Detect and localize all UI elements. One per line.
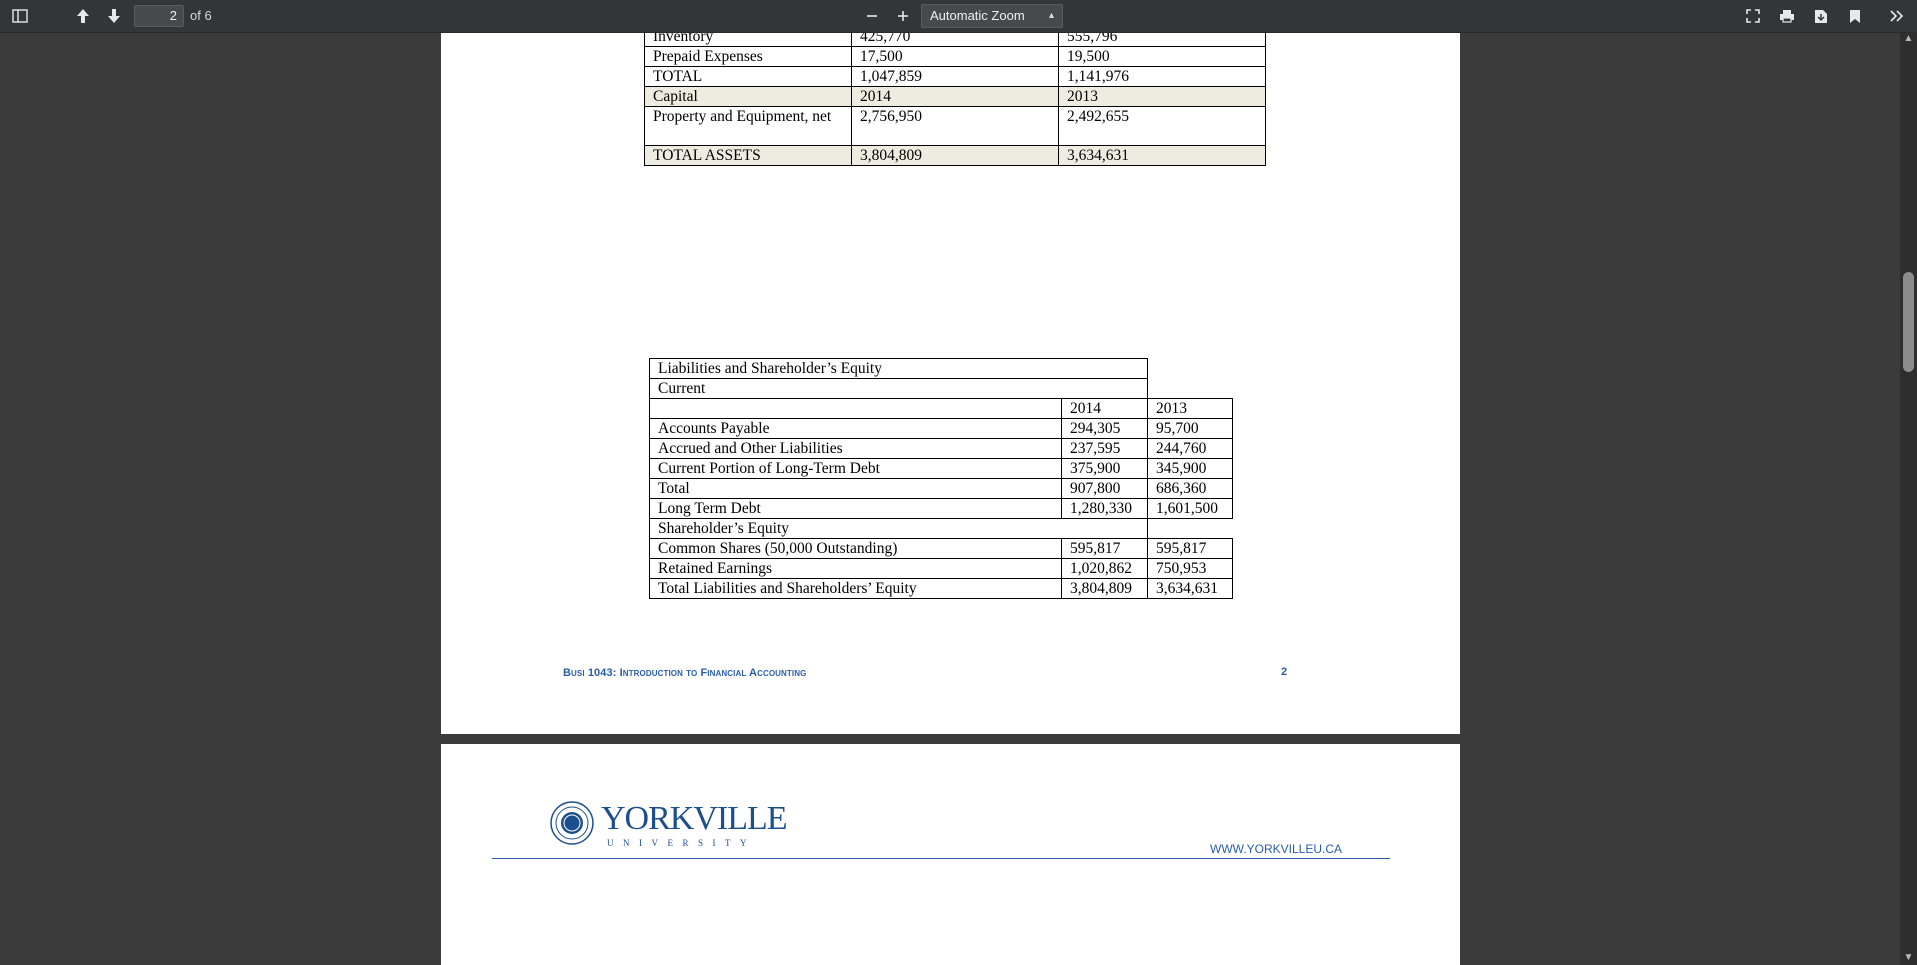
zoom-select-value: Automatic Zoom xyxy=(930,8,1025,23)
table-cell: 2014 xyxy=(852,87,1059,107)
table-row xyxy=(650,559,1233,579)
table-cell: 1,141,976 xyxy=(1059,67,1266,87)
table-cell: Retained Earnings xyxy=(650,559,1062,579)
table-cell: Capital xyxy=(645,87,852,107)
table-row xyxy=(645,146,1266,166)
table-cell: Accrued and Other Liabilities xyxy=(650,439,1062,459)
table-row xyxy=(650,459,1233,479)
table-cell: 750,953 xyxy=(1148,559,1233,579)
empty-cell xyxy=(1148,519,1233,539)
table-row xyxy=(650,419,1233,439)
select-caret-icon: ▴ xyxy=(1048,10,1054,21)
university-seal-icon xyxy=(549,800,595,851)
bookmark-icon[interactable] xyxy=(1842,4,1868,28)
header-divider xyxy=(492,858,1390,859)
table-cell: Current Portion of Long-Term Debt xyxy=(650,459,1062,479)
table-cell: Accounts Payable xyxy=(650,419,1062,439)
footer-page-number: 2 xyxy=(1281,666,1288,678)
table-row xyxy=(645,87,1266,107)
table-cell: 3,804,809 xyxy=(852,146,1059,166)
table-cell: 294,305 xyxy=(1062,419,1148,439)
table-row xyxy=(650,399,1233,419)
table-cell: 3,804,809 xyxy=(1062,579,1148,599)
table-cell: 425,770 xyxy=(852,32,1059,47)
pdf-page-3 xyxy=(441,744,1460,965)
table-cell: Inventory xyxy=(645,32,852,47)
table-cell: 237,595 xyxy=(1062,439,1148,459)
table-cell: 17,500 xyxy=(852,47,1059,67)
table-row xyxy=(650,519,1233,539)
table-header-cell: 2014 xyxy=(1062,399,1148,419)
website-link[interactable]: WWW.YORKVILLEU.CA xyxy=(1210,842,1343,856)
table-cell: Prepaid Expenses xyxy=(645,47,852,67)
pdf-page-2 xyxy=(441,32,1460,734)
print-icon[interactable] xyxy=(1774,4,1800,28)
table-cell: 595,817 xyxy=(1148,539,1233,559)
table-row xyxy=(645,32,1266,47)
table-cell: TOTAL xyxy=(645,67,852,87)
table-cell: Current xyxy=(650,379,1148,399)
tools-menu-icon[interactable] xyxy=(1884,4,1910,28)
table-row xyxy=(650,379,1233,399)
assets-table xyxy=(644,32,1266,166)
liabilities-table xyxy=(649,358,1233,599)
table-cell: Property and Equipment, net xyxy=(645,107,852,146)
table-cell: 2013 xyxy=(1059,87,1266,107)
table-cell: 1,047,859 xyxy=(852,67,1059,87)
zoom-in-icon[interactable] xyxy=(890,4,916,28)
table-cell: TOTAL ASSETS xyxy=(645,146,852,166)
table-row xyxy=(650,479,1233,499)
table-cell: Total Liabilities and Shareholders’ Equity xyxy=(650,579,1062,599)
table-title-cell: Liabilities and Shareholder’s Equity xyxy=(650,359,1148,379)
table-cell: Total xyxy=(650,479,1062,499)
table-row xyxy=(645,67,1266,87)
sidebar-toggle-icon[interactable] xyxy=(7,4,33,28)
table-cell: 375,900 xyxy=(1062,459,1148,479)
table-cell: Shareholder’s Equity xyxy=(650,519,1148,539)
table-cell: 1,280,330 xyxy=(1062,499,1148,519)
table-cell: 345,900 xyxy=(1148,459,1233,479)
table-cell: Common Shares (50,000 Outstanding) xyxy=(650,539,1062,559)
previous-page-icon[interactable] xyxy=(70,4,96,28)
table-row xyxy=(650,539,1233,559)
page-number-input[interactable]: 2 xyxy=(134,5,184,27)
table-cell: 555,796 xyxy=(1059,32,1266,47)
table-cell: 907,800 xyxy=(1062,479,1148,499)
table-cell: 3,634,631 xyxy=(1059,146,1266,166)
table-cell: 595,817 xyxy=(1062,539,1148,559)
table-row xyxy=(645,107,1266,146)
scroll-down-icon[interactable]: ▼ xyxy=(1903,952,1914,963)
table-cell: 2,756,950 xyxy=(852,107,1059,146)
scroll-up-icon[interactable]: ▲ xyxy=(1903,33,1914,44)
presentation-mode-icon[interactable] xyxy=(1740,4,1766,28)
table-row xyxy=(645,47,1266,67)
download-icon[interactable] xyxy=(1808,4,1834,28)
table-row xyxy=(650,359,1233,379)
table-cell: 2,492,655 xyxy=(1059,107,1266,146)
next-page-icon[interactable] xyxy=(101,4,127,28)
table-row xyxy=(650,439,1233,459)
zoom-out-icon[interactable] xyxy=(859,4,885,28)
logo-wordmark: YORKVILLE xyxy=(601,800,787,837)
table-cell: 244,760 xyxy=(1148,439,1233,459)
logo-subtitle: UNIVERSITY xyxy=(607,838,756,848)
table-cell: 3,634,631 xyxy=(1148,579,1233,599)
vertical-scrollbar[interactable] xyxy=(1900,32,1917,965)
empty-cell xyxy=(1148,359,1233,379)
table-cell: 686,360 xyxy=(1148,479,1233,499)
document-viewer[interactable] xyxy=(0,32,1900,965)
empty-cell xyxy=(650,399,1062,419)
table-header-cell: 2013 xyxy=(1148,399,1233,419)
table-row xyxy=(650,579,1233,599)
table-cell: Long Term Debt xyxy=(650,499,1062,519)
table-cell: 19,500 xyxy=(1059,47,1266,67)
pdf-toolbar xyxy=(0,0,1917,32)
table-cell: 95,700 xyxy=(1148,419,1233,439)
zoom-select[interactable] xyxy=(921,4,1063,28)
footer-course-title: Busi 1043: Introduction to Financial Accounting xyxy=(563,667,807,679)
table-cell: 1,020,862 xyxy=(1062,559,1148,579)
table-cell: 1,601,500 xyxy=(1148,499,1233,519)
empty-cell xyxy=(1148,379,1233,399)
table-row xyxy=(650,499,1233,519)
page-count-label: of 6 xyxy=(190,8,212,23)
scrollbar-thumb[interactable] xyxy=(1903,272,1914,372)
